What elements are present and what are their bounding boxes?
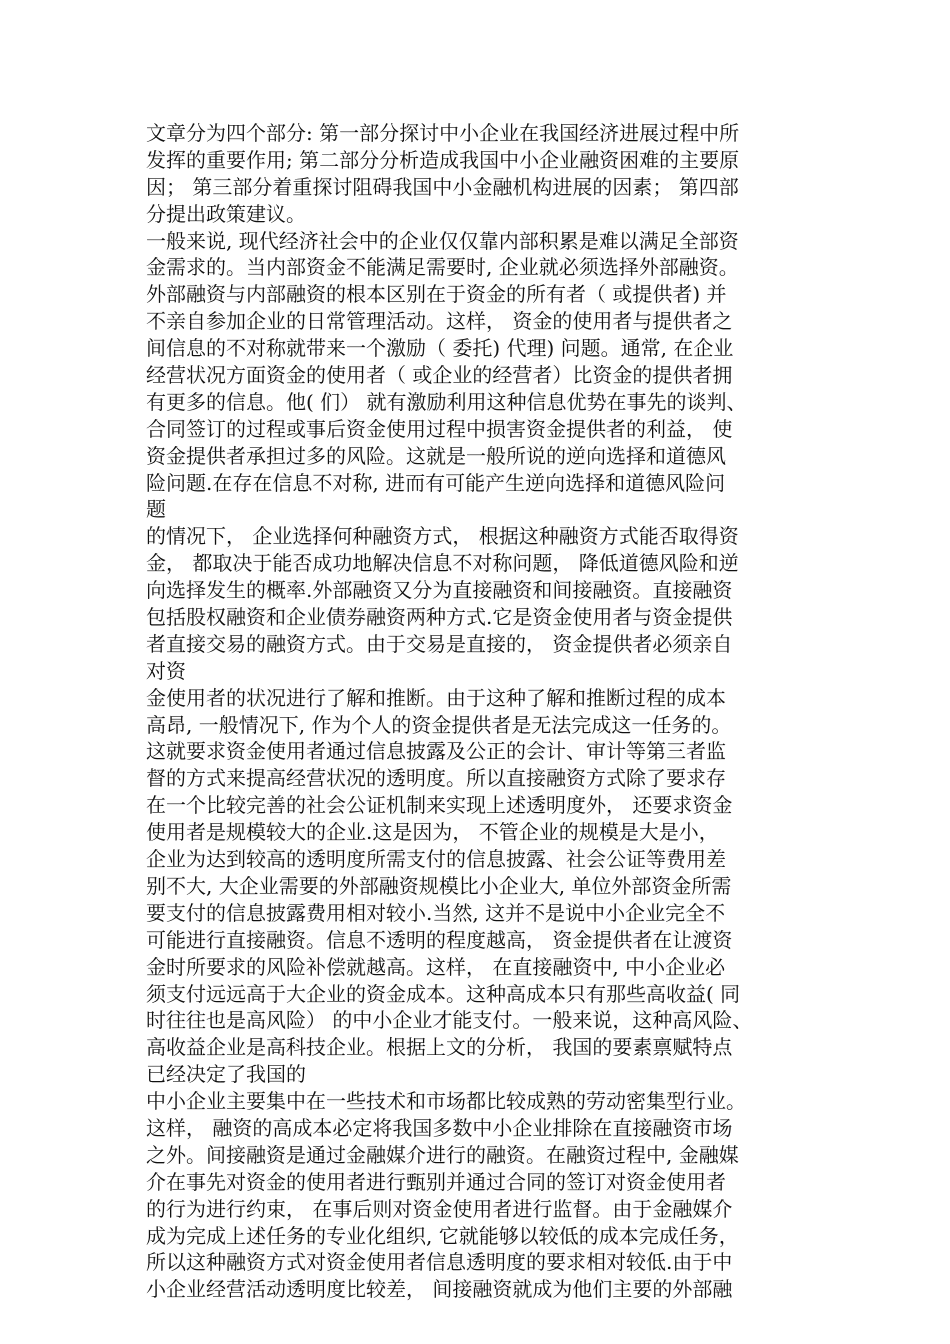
text-line: 不亲自参加企业的日常管理活动。这样， 资金的使用者与提供者之 <box>146 309 733 334</box>
text-line: 金需求的。当内部资金不能满足需要时, 企业就必须选择外部融资。 <box>146 255 739 280</box>
text-line: 金使用者的状况进行了解和推断。由于这种了解和推断过程的成本 <box>146 685 726 710</box>
text-line: 中小企业主要集中在一些技术和市场都比较成熟的劳动密集型行业。 <box>146 1089 746 1114</box>
text-line: 向选择发生的概率.外部融资又分为直接融资和间接融资。直接融资 <box>146 578 733 603</box>
text-line: 因； 第三部分着重探讨阻碍我国中小金融机构进展的因素； 第四部 <box>146 174 739 199</box>
text-line: 已经决定了我国的 <box>146 1062 306 1087</box>
text-line: 这就要求资金使用者通过信息披露及公正的会计、审计等第三者监 <box>146 739 726 764</box>
text-line: 所以这种融资方式对资金使用者信息透明度的要求相对较低.由于中 <box>146 1250 733 1275</box>
text-line: 发挥的重要作用; 第二部分分析造成我国中小企业融资困难的主要原 <box>146 147 740 172</box>
text-line: 高收益企业是高科技企业。根据上文的分析， 我国的要素禀赋特点 <box>146 1035 733 1060</box>
text-line: 经营状况方面资金的使用者（ 或企业的经营者）比资金的提供者拥 <box>146 363 733 388</box>
text-line: 间信息的不对称就带来一个激励（ 委托) 代理) 问题。通常, 在企业 <box>146 336 734 361</box>
text-line: 别不大, 大企业需要的外部融资规模比小企业大, 单位外部资金所需 <box>146 873 732 898</box>
text-line: 小企业经营活动透明度比较差， 间接融资就成为他们主要的外部融 <box>146 1277 733 1302</box>
text-line: 高昂, 一般情况下, 作为个人的资金提供者是无法完成这一任务的。 <box>146 712 732 737</box>
text-line: 这样， 融资的高成本必定将我国多数中小企业排除在直接融资市场 <box>146 1115 733 1140</box>
text-line: 在一个比较完善的社会公证机制来实现上述透明度外， 还要求资金 <box>146 793 733 818</box>
text-line: 须支付远远高于大企业的资金成本。这种高成本只有那些高收益( 同 <box>146 981 741 1006</box>
text-line: 成为完成上述任务的专业化组织, 它就能够以较低的成本完成任务， <box>146 1223 739 1248</box>
text-line: 金时所要求的风险补偿就越高。这样， 在直接融资中, 中小企业必 <box>146 954 726 979</box>
text-line: 者直接交易的融资方式。由于交易是直接的， 资金提供者必须亲自 <box>146 631 733 656</box>
text-line: 可能进行直接融资。信息不透明的程度越高， 资金提供者在让渡资 <box>146 927 733 952</box>
text-line: 金， 都取决于能否成功地解决信息不对称问题， 降低道德风险和逆 <box>146 551 739 576</box>
text-line: 分提出政策建议。 <box>146 201 306 226</box>
text-line: 督的方式来提高经营状况的透明度。所以直接融资方式除了要求存 <box>146 766 726 791</box>
text-line: 介在事先对资金的使用者进行甄别并通过合同的签订对资金使用者 <box>146 1169 726 1194</box>
text-line: 一般来说, 现代经济社会中的企业仅仅靠内部积累是难以满足全部资 <box>146 228 739 253</box>
text-line: 有更多的信息。他( 们） 就有激励利用这种信息优势在事先的谈判、 <box>146 389 747 414</box>
text-line: 文章分为四个部分: 第一部分探讨中小企业在我国经济进展过程中所 <box>146 121 740 145</box>
text-line: 外部融资与内部融资的根本区别在于资金的所有者（ 或提供者) 并 <box>146 282 727 307</box>
text-line: 对资 <box>146 658 186 683</box>
text-line: 之外。间接融资是通过金融媒介进行的融资。在融资过程中, 金融媒 <box>146 1142 739 1167</box>
text-line: 的行为进行约束， 在事后则对资金使用者进行监督。由于金融媒介 <box>146 1196 733 1221</box>
text-line: 资金提供者承担过多的风险。这就是一般所说的逆向选择和道德风 <box>146 443 726 468</box>
document-page <box>146 120 814 1303</box>
text-line: 包括股权融资和企业债券融资两种方式.它是资金使用者与资金提供 <box>146 605 733 630</box>
text-line: 险问题.在存在信息不对称, 进而有可能产生逆向选择和道德风险问 <box>146 470 726 495</box>
text-line: 企业为达到较高的透明度所需支付的信息披露、社会公证等费用差 <box>146 847 726 872</box>
text-line: 的情况下， 企业选择何种融资方式， 根据这种融资方式能否取得资 <box>146 524 739 549</box>
text-line: 题 <box>146 497 166 522</box>
text-line: 时往往也是高风险） 的中小企业才能支付。一般来说，这种高风险、 <box>146 1008 753 1033</box>
text-line: 使用者是规模较大的企业.这是因为， 不管企业的规模是大是小， <box>146 820 719 845</box>
text-line: 要支付的信息披露费用相对较小.当然, 这并不是说中小企业完全不 <box>146 900 726 925</box>
text-line: 合同签订的过程或事后资金使用过程中损害资金提供者的利益， 使 <box>146 416 733 441</box>
